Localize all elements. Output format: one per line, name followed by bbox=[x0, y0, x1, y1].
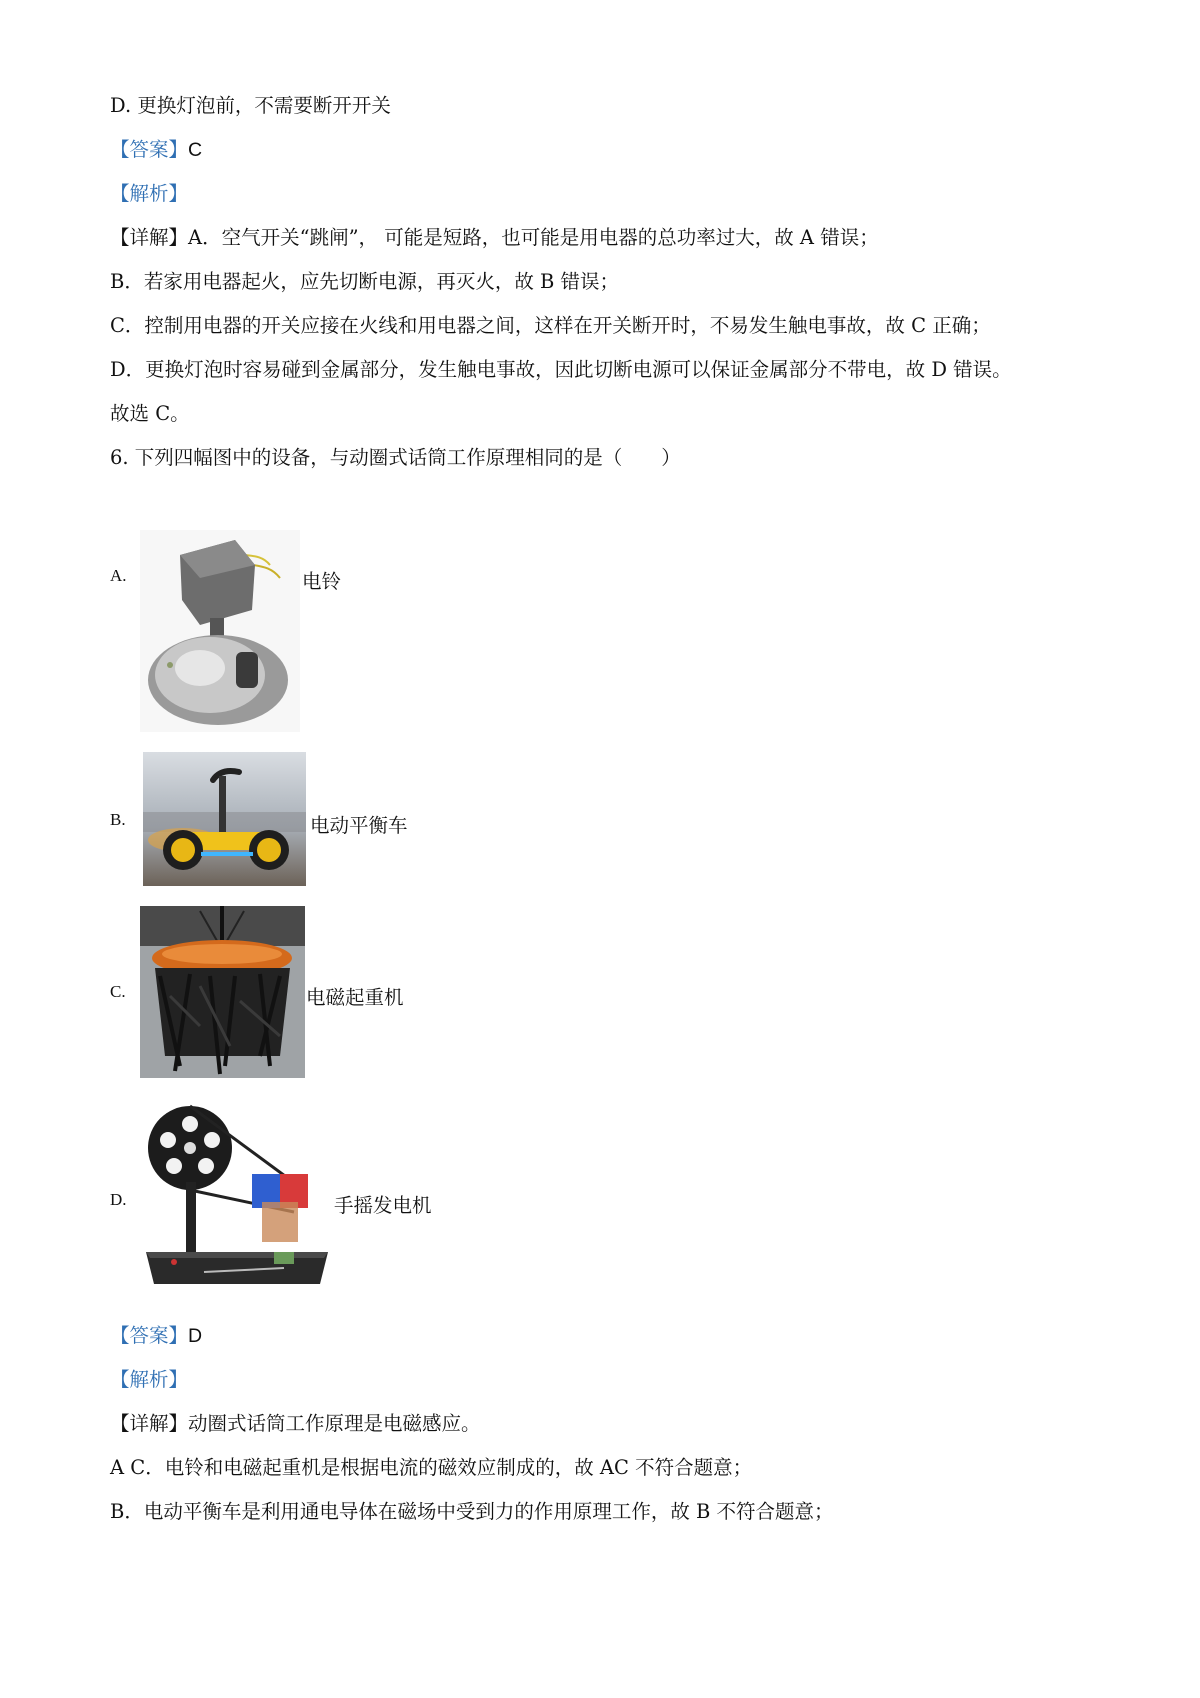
q5-option-d: D. 更换灯泡前，不需要断开开关 bbox=[110, 94, 391, 117]
detail-a-text: A．空气开关“跳闸”， 可能是短路，也可能是用电器的总功率过大，故 A 错误； bbox=[188, 226, 879, 249]
balance-scooter-icon bbox=[143, 752, 306, 886]
q6-option-d-letter: D. bbox=[110, 1190, 127, 1209]
q6-detail-b: B．电动平衡车是利用通电导体在磁场中受到力的作用原理工作，故 B 不符合题意； bbox=[110, 1500, 834, 1523]
hand-crank-generator-icon bbox=[144, 1102, 330, 1294]
q5-detail-a bbox=[110, 224, 879, 252]
q5-detail-b: B．若家用电器起火，应先切断电源，再灭火，故 B 错误； bbox=[110, 270, 620, 293]
q5-conclusion: 故选 C。 bbox=[110, 402, 190, 425]
q6-answer bbox=[110, 1322, 202, 1350]
detail-label: 【详解】 bbox=[110, 1412, 189, 1435]
q6-option-a-caption: 电铃 bbox=[302, 570, 342, 593]
q5-answer bbox=[110, 136, 202, 164]
q6-option-a-letter: A. bbox=[110, 566, 127, 585]
q6-option-b-caption: 电动平衡车 bbox=[310, 814, 408, 837]
electric-bell-icon bbox=[140, 530, 300, 732]
answer-label: 【答案】 bbox=[110, 1324, 189, 1347]
q6-option-c-letter: C. bbox=[110, 982, 126, 1001]
q6-option-d-caption: 手摇发电机 bbox=[334, 1194, 432, 1217]
q6-option-b-letter: B. bbox=[110, 810, 126, 829]
answer-value: C bbox=[188, 139, 203, 161]
q5-analysis-label: 【解析】 bbox=[110, 182, 189, 205]
detail-intro-text: 动圈式话筒工作原理是电磁感应。 bbox=[188, 1412, 481, 1435]
detail-label: 【详解】 bbox=[110, 226, 189, 249]
answer-label: 【答案】 bbox=[110, 138, 189, 161]
q5-detail-c: C．控制用电器的开关应接在火线和用电器之间，这样在开关断开时，不易发生触电事故，故 C 正确； bbox=[110, 314, 991, 337]
q6-option-c-caption: 电磁起重机 bbox=[306, 986, 404, 1009]
q6-detail-intro bbox=[110, 1410, 481, 1438]
q6-detail-ac: A C．电铃和电磁起重机是根据电流的磁效应制成的，故 AC 不符合题意； bbox=[110, 1456, 753, 1479]
electromagnetic-crane-icon bbox=[140, 906, 305, 1078]
q6-stem: 6. 下列四幅图中的设备，与动圈式话筒工作原理相同的是（ ） bbox=[110, 446, 681, 469]
q6-analysis-label: 【解析】 bbox=[110, 1368, 189, 1391]
q5-detail-d: D．更换灯泡时容易碰到金属部分，发生触电事故，因此切断电源可以保证金属部分不带电，故 D 错误。 bbox=[110, 358, 1012, 381]
answer-value: D bbox=[188, 1325, 203, 1347]
